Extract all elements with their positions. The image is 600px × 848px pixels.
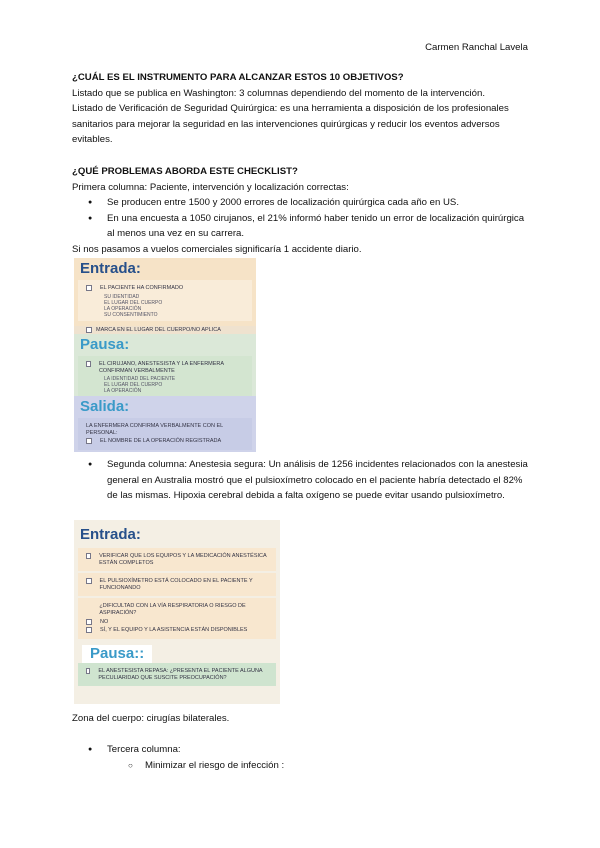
section-third-column (72, 742, 532, 773)
pausa-subitem: LA IDENTIDAD DEL PACIENTE (104, 376, 176, 383)
salida-title: Salida: (80, 398, 130, 415)
pausa-subitem: LA OPERACIÓN (104, 388, 142, 395)
entrada-item-label: ¿DIFICULTAD CON LA VÍA RESPIRATORIA O RIESGO DE ASPIRACIÓN? (99, 603, 246, 616)
paragraph-washington: Listado que se publica en Washington: 3 columnas dependiendo del momento de la intervención. (72, 87, 485, 99)
list-item: ● Tercera columna: (72, 742, 532, 758)
list-item: ● Se producen entre 1500 y 2000 errores de localización quirúrgica cada año en US. (72, 195, 532, 211)
entrada-marca-label: MARCA EN EL LUGAR DEL CUERPO/NO APLICA (96, 327, 221, 333)
paragraph-zona: Zona del cuerpo: cirugías bilaterales. (72, 713, 230, 724)
entrada-subitem: SU CONSENTIMIENTO (104, 311, 158, 318)
entrada-box (78, 598, 276, 638)
salida-item-label: EL NOMBRE DE LA OPERACIÓN REGISTRADA (100, 438, 222, 445)
bullet-list-first (72, 195, 532, 242)
checkbox-icon (86, 668, 90, 674)
heading-instrument: ¿CUÁL ES EL INSTRUMENTO PARA ALCANZAR ESTOS 10 OBJETIVOS? (72, 72, 404, 83)
entrada-subitem: SU IDENTIDAD (104, 293, 140, 300)
checkbox-icon (86, 438, 92, 444)
pausa-item-label: EL CIRUJANO, ANESTESISTA Y LA ENFERMERA CONFIRMAN VERBALMENTE (98, 361, 224, 374)
pausa-box (78, 356, 252, 397)
entrada-box (78, 548, 276, 571)
list-item: ● En una encuesta a 1050 cirujanos, el 21% informó haber tenido un error de localización quirúrgica al menos una vez en su carrera. (72, 211, 532, 242)
entrada-title: Entrada: (80, 260, 141, 277)
paragraph-listado: Listado de Verificación de Seguridad Quirúrgica: es una herramienta a disposición de los profesionales sanitarios para mejorar la seguridad en las intervenciones quirúrgicas y reducir los eventos adversos evitables. (72, 103, 509, 145)
salida-item-label: LA ENFERMERA CONFIRMA VERBALMENTE CON EL PERSONAL: (86, 423, 224, 436)
bullet-list-third (72, 742, 532, 758)
sub-list-third (72, 758, 532, 774)
pausa-panel (74, 334, 256, 396)
pausa-tab (82, 645, 152, 664)
salida-box (78, 418, 252, 450)
entrada-subitem: EL LUGAR DEL CUERPO (104, 299, 163, 306)
heading-problems: ¿QUÉ PROBLEMAS ABORDA ESTE CHECKLIST? (72, 166, 298, 177)
checkbox-icon (86, 285, 92, 291)
entrada-title: Entrada: (80, 526, 141, 543)
section-problems (72, 164, 532, 257)
entrada-box (78, 280, 252, 321)
pausa-title: Pausa: (80, 336, 130, 353)
sub-list-item: ○ Minimizar el riesgo de infección : (72, 758, 532, 774)
pausa-title: Pausa:: (90, 644, 145, 662)
checklist-image-second-column (74, 520, 280, 704)
checkbox-icon (86, 619, 92, 625)
entrada-item-label: EL PULSIOXÍMETRO ESTÁ COLOCADO EN EL PACIENTE Y FUNCIONANDO (99, 578, 253, 591)
pausa-box (78, 663, 276, 686)
entrada-marca-row (74, 326, 256, 334)
entrada-item-label: VERIFICAR QUE LOS EQUIPOS Y LA MEDICACIÓN ANESTÉSICA ESTÁN COMPLETOS (99, 553, 267, 566)
paragraph-first-column: Primera columna: Paciente, intervención y localización correctas: (72, 181, 349, 193)
list-item: ● Segunda columna: Anestesia segura: Un análisis de 1256 incidentes relacionados con la anestesia general en Australia mostró que el pulsioxímetro colocado en el paciente habría detectado el 82% de las mismas. Hipoxia cerebral debida a falta oxígeno se puede evitar usando pulsioxímetro. (72, 457, 532, 504)
checkbox-icon (86, 327, 92, 333)
checkbox-icon (86, 578, 92, 584)
entrada-panel (74, 258, 256, 326)
section-second-column (72, 457, 532, 504)
entrada-box (78, 573, 276, 596)
checkbox-icon (86, 627, 92, 633)
salida-panel (74, 396, 256, 452)
checkbox-icon (86, 361, 91, 367)
option-no-label: NO (100, 618, 109, 625)
section-objectives (72, 70, 532, 148)
bullet-list-second (72, 457, 532, 504)
checklist-image-first-column (74, 258, 256, 452)
pausa-item-label: EL ANESTESISTA REPASA: ¿PRESENTA EL PACIENTE ALGUNA PECULIARIDAD QUE SUSCITE PREOCUPACIÓN? (98, 668, 263, 681)
section-zona (72, 711, 532, 727)
entrada-item-label: EL PACIENTE HA CONFIRMADO (100, 285, 184, 291)
pausa-subitem: EL LUGAR DEL CUERPO (104, 382, 163, 389)
checkbox-icon (86, 553, 91, 559)
option-si-label: SÍ, Y EL EQUIPO Y LA ASISTENCIA ESTÁN DISPONIBLES (100, 627, 248, 634)
entrada-subitem: LA OPERACIÓN (104, 305, 142, 312)
paragraph-vuelos: Si nos pasamos a vuelos comerciales significaría 1 accidente diario. (72, 243, 362, 255)
author-name: Carmen Ranchal Lavela (425, 42, 528, 53)
